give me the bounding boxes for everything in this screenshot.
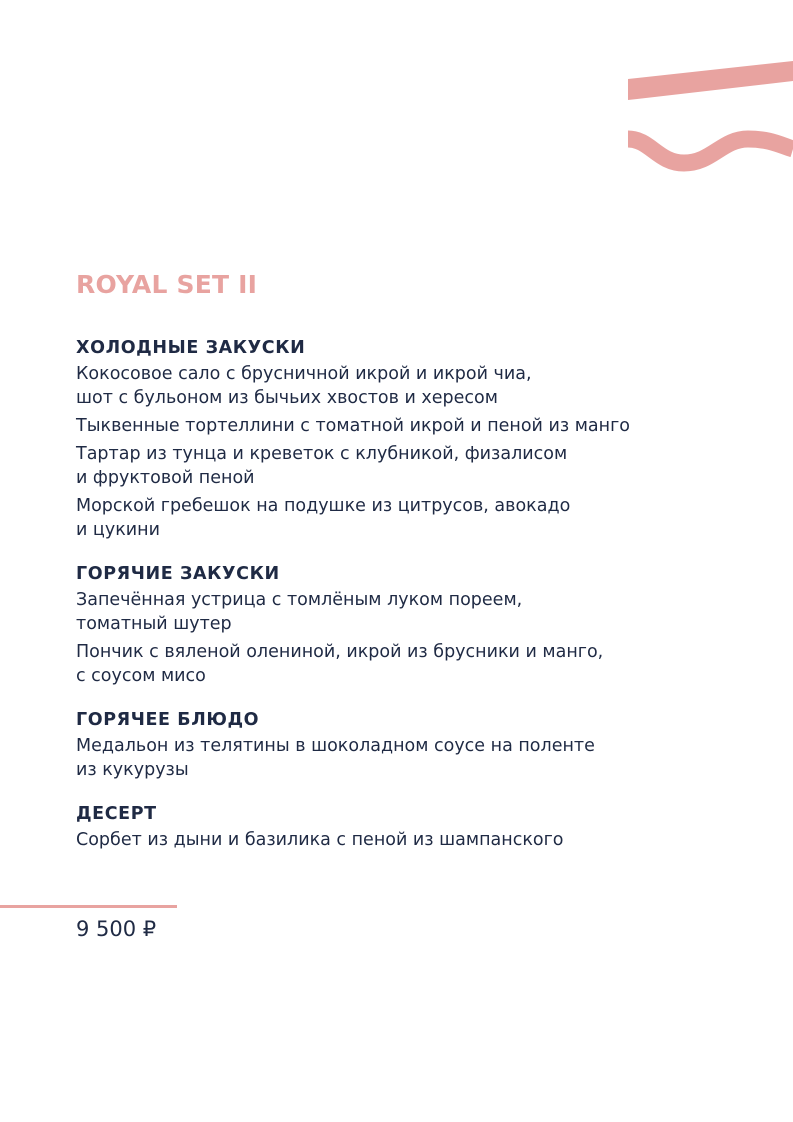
decorative-wave — [628, 139, 793, 163]
menu-item: Пончик с вяленой олениной, икрой из брусники и манго, с соусом мисо — [76, 642, 604, 686]
menu-section-dessert — [76, 802, 716, 852]
price-divider — [0, 905, 177, 908]
decorative-wave-graphic — [620, 55, 793, 185]
section-title: ГОРЯЧИЕ ЗАКУСКИ — [76, 564, 280, 584]
menu-title: ROYAL SET II — [76, 270, 258, 299]
section-title: ДЕСЕРТ — [76, 804, 157, 824]
section-title: ХОЛОДНЫЕ ЗАКУСКИ — [76, 338, 306, 358]
menu-body — [76, 336, 716, 872]
menu-item: Запечённая устрица с томлёным луком пореем, томатный шутер — [76, 590, 523, 634]
menu-section-hot-appetizers — [76, 562, 716, 688]
menu-item: Тартар из тунца и креветок с клубникой, физалисом и фруктовой пеной — [76, 444, 568, 488]
set-price: 9 500 ₽ — [76, 917, 157, 941]
menu-section-main-course — [76, 708, 716, 782]
menu-item: Кокосовое сало с брусничной икрой и икрой чиа, шот с бульоном из бычьих хвостов и хересом — [76, 364, 532, 408]
menu-item: Медальон из телятины в шоколадном соусе на поленте из кукурузы — [76, 736, 595, 780]
decorative-stripe — [628, 61, 793, 100]
menu-item: Сорбет из дыни и базилика с пеной из шампанского — [76, 830, 564, 850]
menu-item: Тыквенные тортеллини с томатной икрой и пеной из манго — [76, 416, 631, 436]
menu-item: Морской гребешок на подушке из цитрусов, авокадо и цукини — [76, 496, 571, 540]
section-title: ГОРЯЧЕЕ БЛЮДО — [76, 710, 260, 730]
menu-section-cold-appetizers — [76, 336, 716, 542]
